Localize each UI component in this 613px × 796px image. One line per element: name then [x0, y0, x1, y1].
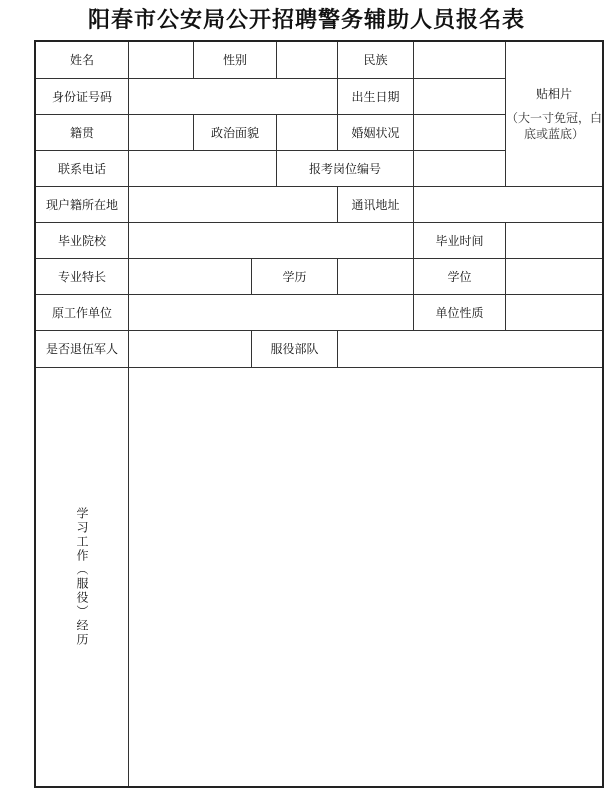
field-gender[interactable] [277, 42, 338, 79]
label-ethnicity: 民族 [338, 42, 414, 79]
field-employer-type[interactable] [506, 295, 602, 331]
photo-box[interactable] [506, 42, 602, 187]
label-address: 通讯地址 [338, 187, 414, 223]
label-gender: 性别 [194, 42, 277, 79]
photo-note: （大一寸免冠，白底或蓝底） [506, 111, 603, 141]
field-ethnicity[interactable] [414, 42, 506, 79]
field-birth-date[interactable] [414, 79, 506, 115]
label-education: 学历 [252, 259, 338, 295]
label-birth-date: 出生日期 [338, 79, 414, 115]
label-employer-type: 单位性质 [414, 295, 506, 331]
field-name[interactable] [129, 42, 194, 79]
field-degree[interactable] [506, 259, 602, 295]
field-position-code[interactable] [414, 151, 506, 187]
label-political-status: 政治面貌 [194, 115, 277, 151]
label-id-number: 身份证号码 [36, 79, 129, 115]
field-former-employer[interactable] [129, 295, 414, 331]
label-graduation-time: 毕业时间 [414, 223, 506, 259]
label-position-code: 报考岗位编号 [277, 151, 414, 187]
photo-label: 贴相片 [535, 87, 572, 101]
registration-form [34, 40, 604, 788]
label-degree: 学位 [414, 259, 506, 295]
field-id-number[interactable] [129, 79, 338, 115]
field-phone[interactable] [129, 151, 277, 187]
label-household-location: 现户籍所在地 [36, 187, 129, 223]
field-marital-status[interactable] [414, 115, 506, 151]
field-native-place[interactable] [129, 115, 194, 151]
label-specialty: 专业特长 [36, 259, 129, 295]
field-political-status[interactable] [277, 115, 338, 151]
form-title: 阳春市公安局公开招聘警务辅助人员报名表 [87, 7, 525, 33]
field-specialty[interactable] [129, 259, 252, 295]
field-veteran[interactable] [129, 331, 252, 368]
label-veteran: 是否退伍军人 [36, 331, 129, 368]
field-service-unit[interactable] [338, 331, 602, 368]
field-household-location[interactable] [129, 187, 338, 223]
label-marital-status: 婚姻状况 [338, 115, 414, 151]
label-former-employer: 原工作单位 [36, 295, 129, 331]
label-history [36, 368, 129, 786]
label-native-place: 籍贯 [36, 115, 129, 151]
field-graduation-time[interactable] [506, 223, 602, 259]
field-history[interactable] [129, 368, 602, 786]
field-school[interactable] [129, 223, 414, 259]
label-phone: 联系电话 [36, 151, 129, 187]
field-address[interactable] [414, 187, 602, 223]
label-school: 毕业院校 [36, 223, 129, 259]
label-name: 姓名 [36, 42, 129, 79]
history-label-text: 学习工作（服役）经历 [75, 507, 89, 647]
field-education[interactable] [338, 259, 414, 295]
label-service-unit: 服役部队 [252, 331, 338, 368]
